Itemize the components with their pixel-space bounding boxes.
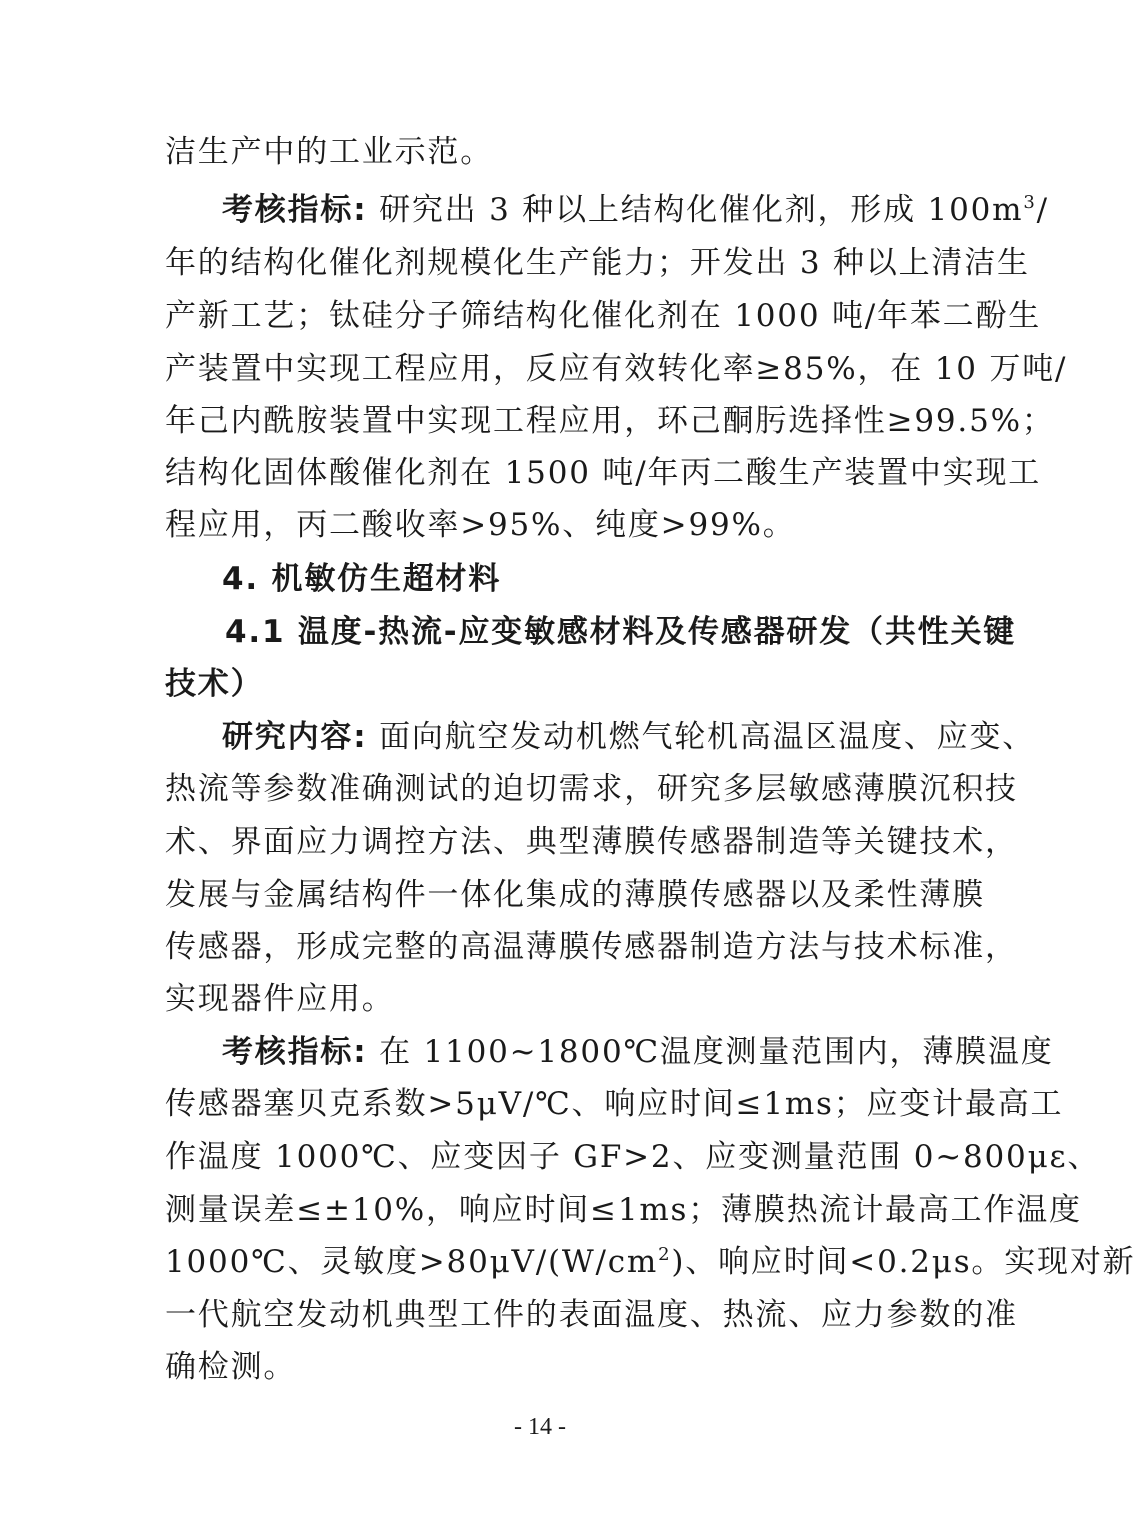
paragraph-line: 1000℃、灵敏度$>80\mu V/(W/cm^2)$、响应时间<0.2μs。实现对新 [165, 1244, 1135, 1280]
paragraph-line: 一代航空发动机典型工件的表面温度、热流、应力参数的准 [165, 1297, 1018, 1333]
paragraph-line: 确检测。 [165, 1349, 297, 1385]
subsection-heading-4-1: 4.1 温度-热流-应变敏感材料及传感器研发（共性关键 [225, 614, 1017, 650]
paragraph-line: 产装置中实现工程应用，反应有效转化率≥85%，在 10 万吨/ [165, 351, 1068, 387]
paragraph-line: 产新工艺；钛硅分子筛结构化催化剂在 1000 吨/年苯二酚生 [165, 298, 1042, 334]
paragraph-line: 测量误差≤±10%，响应时间≤1ms；薄膜热流计最高工作温度 [165, 1192, 1082, 1228]
superscript: 2 [658, 1244, 672, 1265]
assessment-paragraph-1-first-line: 考核指标: 研究出 3 种以上结构化催化剂，形成 $100m^3/$ [222, 192, 1049, 228]
subsection-heading-4-1-continued: 技术） [165, 666, 264, 702]
assessment-label: 考核指标: [222, 1034, 368, 1070]
paragraph-line: 热流等参数准确测试的迫切需求，研究多层敏感薄膜沉积技 [165, 771, 1018, 807]
paragraph-line: 发展与金属结构件一体化集成的薄膜传感器以及柔性薄膜 [165, 877, 985, 913]
section-heading-4: 4. 机敏仿生超材料 [222, 561, 502, 597]
assessment-label: 考核指标: [222, 192, 368, 228]
paragraph-line: 实现器件应用。 [165, 981, 395, 1017]
paragraph-line: 年的结构化催化剂规模化生产能力；开发出 3 种以上清洁生 [165, 245, 1030, 281]
research-content-label: 研究内容: [222, 719, 368, 755]
paragraph-line: 程应用，丙二酸收率>95%、纯度>99%。 [165, 507, 796, 543]
superscript: 3 [1023, 192, 1037, 213]
paragraph-line: 术、界面应力调控方法、典型薄膜传感器制造等关键技术， [165, 824, 1018, 860]
research-content-first-line: 研究内容: 面向航空发动机燃气轮机高温区温度、应变、 [222, 719, 1036, 755]
page-number: - 14 - [514, 1414, 566, 1440]
paragraph-line: 洁生产中的工业示范。 [165, 134, 493, 170]
paragraph-line: 结构化固体酸催化剂在 1500 吨/年丙二酸生产装置中实现工 [165, 455, 1042, 491]
paragraph-line: 作温度 1000℃、应变因子 GF>2、应变测量范围 0~800με、 [165, 1139, 1101, 1175]
assessment-paragraph-2-first-line: 考核指标: 在 1100~1800℃温度测量范围内，薄膜温度 [222, 1034, 1054, 1070]
paragraph-line: 年己内酰胺装置中实现工程应用，环己酮肟选择性≥99.5%； [165, 403, 1055, 439]
paragraph-line: 传感器塞贝克系数>5μV/℃、响应时间≤1ms；应变计最高工 [165, 1086, 1064, 1122]
paragraph-line: 传感器，形成完整的高温薄膜传感器制造方法与技术标准， [165, 929, 1018, 965]
